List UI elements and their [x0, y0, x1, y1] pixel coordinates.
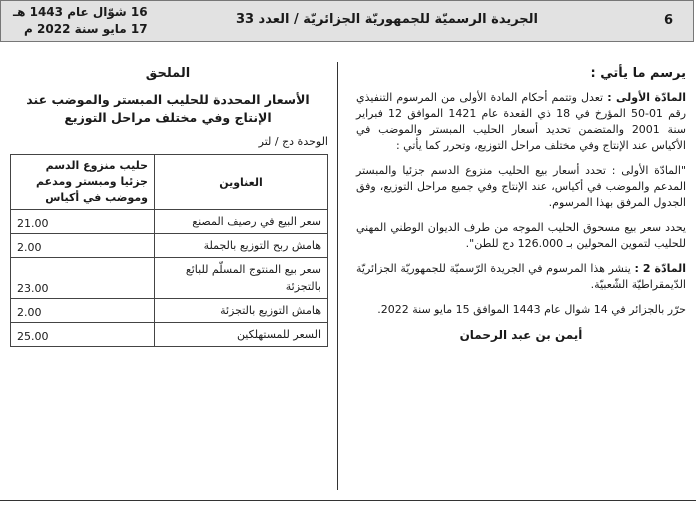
unit-label: الوحدة دج / لتر: [258, 135, 328, 148]
hijri-date: 16 شوّال عام 1443 هـ: [13, 5, 148, 19]
annex-subtitle: الأسعار المحددة للحليب المبستر والموضب عند الإنتاج وفي مختلف مراحل التوزيع: [26, 92, 310, 125]
row-price: 2.00: [11, 299, 155, 323]
price-table: [10, 154, 328, 347]
row-price: 2.00: [11, 234, 155, 258]
annex-title: الملحق: [145, 66, 191, 81]
quoted-article: [356, 163, 686, 211]
page-header: [0, 0, 694, 42]
quoted-article-label: "المادّة الأولى :: [611, 164, 686, 177]
issue-date: [13, 4, 148, 38]
row-title: هامش ربح التوزيع بالجملة: [155, 234, 328, 258]
price-paragraph: يحدد سعر بيع مسحوق الحليب الموجه من طرف الديوان الوطني المهني للحليب لتموين المحولين بـ 126.000 دج للطن".: [356, 221, 686, 250]
article-2: [356, 261, 686, 293]
decree-intro: يرسم ما يأتي :: [590, 66, 686, 81]
header-titles: العناوين: [155, 155, 328, 210]
journal-title: الجريدة الرسميّة للجمهوريّة الجزائريّة / العدد 33: [235, 12, 538, 27]
closing-line: حرّر بالجزائر في 14 شوال عام 1443 الموافق 15 مايو سنة 2022.: [377, 303, 686, 316]
row-title: سعر بيع المنتوج المسلّم للبائع بالتجزئة: [155, 258, 328, 299]
row-title: سعر البيع في رصيف المصنع: [155, 210, 328, 234]
row-title: السعر للمستهلكين: [155, 323, 328, 347]
row-price: 21.00: [11, 210, 155, 234]
table-row: [11, 258, 328, 299]
article-2-label: المادّة 2 :: [634, 262, 686, 275]
article-2-text: ينشر هذا المرسوم في الجريدة الرّسميّة للجمهوريّة الجزائريّة الدّيمقراطيّة الشّعبيّة.: [356, 262, 686, 291]
table-row: [11, 299, 328, 323]
article-1-text: تعدل وتتمم أحكام المادة الأولى من المرسوم التنفيذي رقم 01-50 المؤرخ في 18 ذي القعدة عام 1421 الموافق 12 فبراير سنة 2001 والمتضمن تحديد أسعار الحليب المبستر والموضب في الأكياس عند الإنتاج وفي مختلف مراحل التوزيع، وتحرر كما يأتي :: [356, 91, 687, 152]
quoted-article-text: تحدد أسعار بيع الحليب منزوع الدسم جزئيا والمبستر المدعم والموضب في أكياس، عند الإنتاج وفي جميع مراحل التوزيع، وفق الجدول المرفق بهذا المرسوم.: [356, 164, 686, 209]
annex-column: [8, 66, 328, 347]
article-1: [356, 90, 686, 154]
gregorian-date: 17 مايو سنة 2022 م: [24, 22, 148, 36]
row-price: 23.00: [11, 258, 155, 299]
row-price: 25.00: [11, 323, 155, 347]
article-1-label: المادّة الأولى :: [607, 91, 686, 104]
column-divider: [337, 62, 338, 490]
table-header-row: [11, 155, 328, 210]
bottom-rule: [0, 500, 696, 501]
table-row: [11, 210, 328, 234]
signature: أيمن بن عبد الرحمان: [459, 328, 583, 342]
table-row: [11, 234, 328, 258]
table-row: [11, 323, 328, 347]
page-number: 6: [663, 13, 673, 28]
decree-column: [356, 66, 686, 343]
header-price: حليب منزوع الدسم جزئيا ومبستر ومدعم وموضب في أكياس: [11, 155, 155, 210]
row-title: هامش التوزيع بالتجزئة: [155, 299, 328, 323]
